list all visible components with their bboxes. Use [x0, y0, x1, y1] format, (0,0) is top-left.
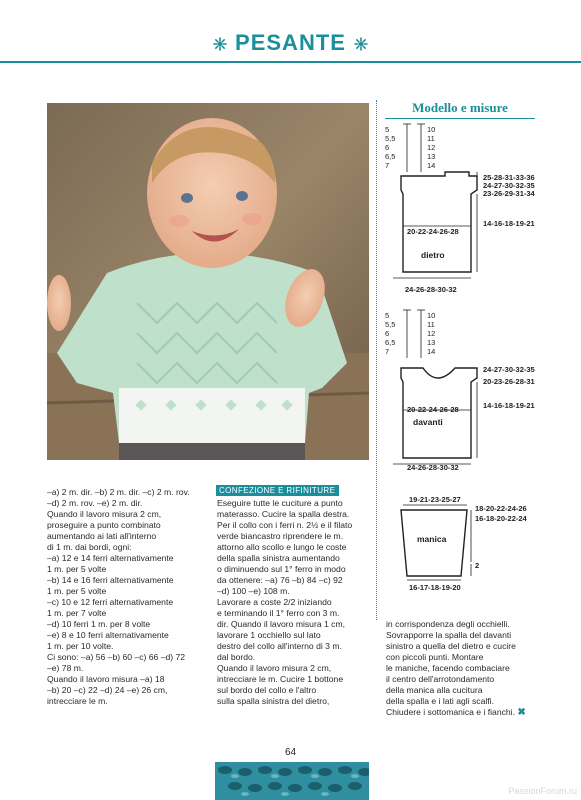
text-line: le maniche, facendo combaciare: [386, 663, 510, 673]
scale-left: 6: [385, 143, 390, 152]
dim-inner-width: 20-22-24-26-28: [407, 405, 459, 414]
dim-top-right: 23-26-29-31-34: [483, 189, 535, 198]
text-line: attorno allo scollo e lungo le coste: [217, 542, 347, 552]
dim-right: 18-20-22-24-26: [475, 504, 527, 513]
scale-right: 11: [427, 134, 435, 143]
schema-title: Modello e misure: [412, 100, 508, 115]
dim-top: 19-21-23-25-27: [409, 495, 461, 504]
text-line: Lavorare a coste 2/2 iniziando: [217, 597, 332, 607]
text-line: 1 m. per 5 volte: [47, 564, 107, 574]
snowflake-ornament-icon: [213, 37, 227, 51]
text-line: 1 m. per 10 volte.: [47, 641, 114, 651]
scale-left: 6: [385, 329, 390, 338]
text-line: della spalla e i lati agli scalfi.: [386, 696, 494, 706]
dim-side: 14-16-18-19-21: [483, 219, 535, 228]
text-line: Sovrapporre la spalla del davanti: [386, 630, 512, 640]
scale-left: 5,5: [385, 134, 396, 143]
text-line: –e) 8 e 10 ferri alternativamente: [47, 630, 169, 640]
end-mark-icon: ✖: [517, 707, 526, 718]
text-line: della spalla sinistra aumentando: [217, 553, 340, 563]
text-column-2: [217, 498, 377, 707]
text-line-final: Chiudere i sottomanica e i fianchi.: [386, 707, 515, 717]
text-line: 1 m. per 5 volte: [47, 586, 107, 596]
text-line: Quando il lavoro misura 2 cm,: [217, 663, 332, 673]
text-line: sulla spalla sinistra del dietro,: [217, 696, 330, 706]
dim-bottom: 16-17-18-19-20: [409, 583, 461, 592]
dim-top-right: 20-23-26-28-31: [483, 377, 535, 386]
knitwear-photo: [47, 103, 369, 460]
text-line: –e) 78 m.: [47, 663, 84, 673]
text-line: –a) 2 m. dir. –b) 2 m. dir. –c) 2 m. rov.: [47, 487, 190, 497]
text-line: Eseguire tutte le cuciture a punto: [217, 498, 343, 508]
scale-left: 5: [385, 125, 390, 134]
dim-side: 2: [475, 561, 480, 570]
snowflake-ornament-icon: [354, 37, 368, 51]
scale-left: 7: [385, 347, 390, 356]
knit-swatch-photo: [215, 762, 369, 800]
text-line: proseguire a punto combinato: [47, 520, 161, 530]
scale-left: 5: [385, 311, 390, 320]
text-line: della manica alla cucitura: [386, 685, 483, 695]
text-line: –b) 20 –c) 22 –d) 24 –e) 26 cm,: [47, 685, 168, 695]
scale-right: 11: [427, 320, 435, 329]
text-line: –b) 14 e 16 ferri alternativamente: [47, 575, 174, 585]
dim-side: 14-16-18-19-21: [483, 401, 535, 410]
text-column-3: [386, 619, 536, 718]
text-line: Quando il lavoro misura –a) 18: [47, 674, 165, 684]
scale-right: 13: [427, 152, 436, 161]
schematic-manica: [385, 492, 555, 597]
text-line: di 1 m. dai bordi, ogni:: [47, 542, 132, 552]
scale-left: 5,5: [385, 320, 396, 329]
page-number: 64: [284, 747, 297, 758]
scale-left: 6,5: [385, 338, 396, 347]
text-column-1: [47, 487, 207, 707]
text-line: –d) 100 –e) 108 m.: [217, 586, 290, 596]
text-line: –d) 2 m. rov. –e) 2 m. dir.: [47, 498, 143, 508]
text-line: dal bordo.: [217, 652, 256, 662]
scale-right: 10: [427, 311, 436, 320]
text-line: verde biancastro riprendere le m.: [217, 531, 344, 541]
text-line: sinistro a quella del dietro e cucire: [386, 641, 516, 651]
page-header-title: [0, 30, 581, 56]
text-line: –a) 12 e 14 ferri alternativamente: [47, 553, 174, 563]
text-line: da ottenere: –a) 76 –b) 84 –c) 92: [217, 575, 343, 585]
scale-left: 6,5: [385, 152, 396, 161]
text-line: sul bordo del collo e l'altro: [217, 685, 317, 695]
text-line: –d) 10 ferri 1 m. per 8 volte: [47, 619, 151, 629]
text-line: o diminuendo sul 1° ferro in modo: [217, 564, 346, 574]
text-line: lavorare 1 occhiello sul lato: [217, 630, 321, 640]
dim-top-right: 24-27-30-32-35: [483, 181, 535, 190]
text-line: Quando il lavoro misura 2 cm,: [47, 509, 162, 519]
text-line: intrecciare le m. Cucire 1 bottone: [217, 674, 344, 684]
text-line: Per il collo con i ferri n. 2½ e il filato: [217, 520, 353, 530]
text-line: aumentando ai lati all'interno: [47, 531, 157, 541]
dim-right: 16-18-20-22-24: [475, 514, 527, 523]
header-rule: [0, 61, 581, 63]
text-line: –c) 10 e 12 ferri alternativamente: [47, 597, 174, 607]
scale-right: 14: [427, 347, 436, 356]
dim-bottom: 24-26-28-30-32: [405, 285, 457, 294]
piece-label: manica: [417, 534, 447, 544]
text-line: in corrispondenza degli occhielli.: [386, 619, 510, 629]
text-line: e terminando il 1° ferro con 3 m.: [217, 608, 340, 618]
section-heading: CONFEZIONE E RIFINITURE: [216, 485, 339, 496]
text-line: 1 m. per 7 volte: [47, 608, 107, 618]
text-line: Ci sono: –a) 56 –b) 60 –c) 66 –d) 72: [47, 652, 186, 662]
watermark: PassionForum.ru: [508, 786, 577, 796]
text-line: dir. Quando il lavoro misura 1 cm,: [217, 619, 346, 629]
text-line: intrecciare le m.: [47, 696, 108, 706]
dim-bottom: 24-26-28-30-32: [407, 463, 459, 472]
scale-right: 14: [427, 161, 436, 170]
scale-right: 12: [427, 329, 436, 338]
piece-label: davanti: [413, 417, 443, 427]
scale-right: 12: [427, 143, 436, 152]
text-line: [386, 707, 536, 718]
text-line: il centro dell'arrotondamento: [386, 674, 495, 684]
dim-inner-width: 20-22-24-26-28: [407, 227, 459, 236]
schema-title-rule: [385, 118, 535, 119]
piece-label: dietro: [421, 250, 445, 260]
schematic-dietro: [385, 120, 555, 300]
text-line: materasso. Cucire la spalla destra.: [217, 509, 350, 519]
scale-left: 7: [385, 161, 390, 170]
dim-top-right: 25-28-31-33-36: [483, 173, 535, 182]
scale-right: 10: [427, 125, 436, 134]
text-line: con piccoli punti. Montare: [386, 652, 484, 662]
header-title-text: PESANTE: [235, 30, 346, 55]
schematic-davanti: [385, 308, 555, 478]
text-line: destro del collo all'interno di 3 m.: [217, 641, 342, 651]
scale-right: 13: [427, 338, 436, 347]
dim-top-right: 24-27-30-32-35: [483, 365, 535, 374]
